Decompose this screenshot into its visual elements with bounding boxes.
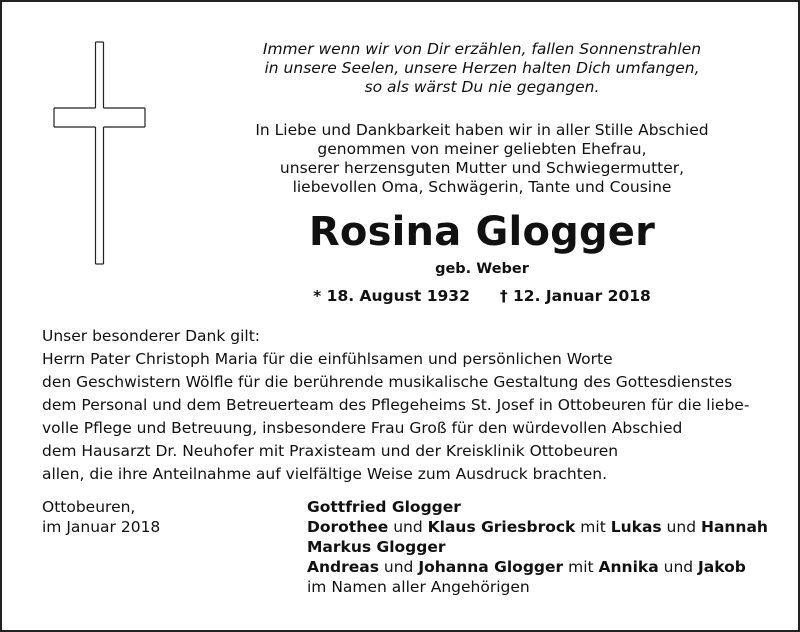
mourner-name: Jakob xyxy=(698,558,746,576)
thanks-line: volle Pflege und Betreuung, insbesondere Frau Groß für den würdevollen Abschied xyxy=(42,419,683,437)
birth-name: geb. Weber xyxy=(435,261,529,277)
mourners-list xyxy=(307,497,787,597)
mourner-line: Markus Glogger xyxy=(307,538,446,556)
connector-text: mit xyxy=(563,558,599,576)
connector-text: und xyxy=(658,558,699,576)
intro-line: liebevollen Oma, Schwägerin, Tante und Cousine xyxy=(292,178,672,196)
thanks-line: dem Hausarzt Dr. Neuhofer mit Praxisteam und der Kreisklinik Ottobeuren xyxy=(42,442,619,460)
intro-line: genommen von meiner geliebten Ehefrau, xyxy=(317,140,647,158)
mourner-name: Lukas xyxy=(610,518,662,536)
connector-text: und xyxy=(388,518,428,536)
intro-line: In Liebe und Dankbarkeit haben wir in aller Stille Abschied xyxy=(255,121,709,139)
memorial-poem xyxy=(232,40,732,97)
mourner-line xyxy=(307,557,787,577)
thanks-line: allen, die ihre Anteilnahme auf vielfältige Weise zum Ausdruck brachten. xyxy=(42,465,608,483)
mourner-name: Annika xyxy=(598,558,659,576)
death-date: † 12. Januar 2018 xyxy=(499,287,651,305)
thanks-line: dem Personal und dem Betreuerteam des Pflegeheims St. Josef in Ottobeuren für die liebe- xyxy=(42,396,750,414)
poem-line: Immer wenn wir von Dir erzählen, fallen Sonnenstrahlen xyxy=(262,40,702,58)
thanks-line: den Geschwistern Wölfle für die berührende musikalische Gestaltung des Gottesdienstes xyxy=(42,373,733,391)
mourner-name: Dorothee xyxy=(307,518,389,536)
life-dates xyxy=(232,286,732,306)
place: Ottobeuren, xyxy=(42,498,136,516)
place-date xyxy=(42,497,262,537)
connector-text: und xyxy=(378,558,419,576)
cross-icon xyxy=(2,2,162,282)
thanks-line: Herrn Pater Christoph Maria für die einfühlsamen und persönlichen Worte xyxy=(42,350,613,368)
closing-line: im Namen aller Angehörigen xyxy=(307,578,530,596)
thanks-section xyxy=(42,325,787,486)
mourner-name: Klaus Griesbrock xyxy=(427,518,576,536)
mourner-line: Gottfried Glogger xyxy=(307,498,461,516)
connector-text: mit xyxy=(575,518,611,536)
mourner-name: Andreas xyxy=(307,558,379,576)
poem-line: in unsere Seelen, unsere Herzen halten Dich umfangen, xyxy=(264,59,700,77)
intro-text xyxy=(232,121,732,197)
date: im Januar 2018 xyxy=(42,518,161,536)
intro-line: unserer herzensguten Mutter und Schwiegermutter, xyxy=(279,159,685,177)
deceased-name: Rosina Glogger xyxy=(308,209,656,255)
birth-date: * 18. August 1932 xyxy=(313,287,470,305)
mourner-line xyxy=(307,517,787,537)
thanks-heading: Unser besonderer Dank gilt: xyxy=(42,327,260,345)
mourner-name: Johanna Glogger xyxy=(418,558,564,576)
mourner-name: Hannah xyxy=(700,518,768,536)
connector-text: und xyxy=(661,518,701,536)
poem-line: so als wärst Du nie gegangen. xyxy=(364,78,600,96)
